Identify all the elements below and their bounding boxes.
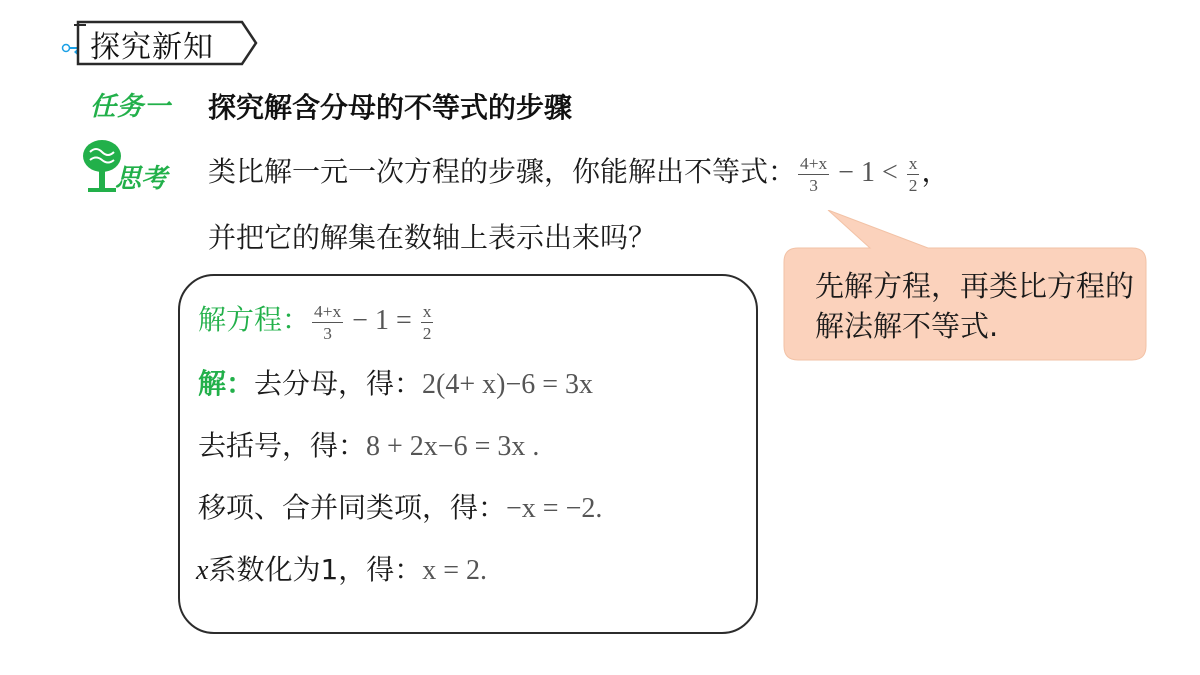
inequality bbox=[796, 153, 921, 196]
eq-rhs-numerator: x bbox=[421, 303, 434, 323]
step4-text: 系数化为1，得： bbox=[208, 553, 423, 586]
step2-text: 去括号，得： bbox=[198, 429, 367, 462]
solution-equation-line bbox=[198, 298, 435, 342]
hint-text: 先解方程，再类比方程的解法解不等式. bbox=[815, 269, 1135, 343]
step1-text: 去分母，得： bbox=[254, 367, 423, 400]
step2-math: 8 + 2x−6 = 3x . bbox=[366, 431, 540, 462]
solve-label: 解： bbox=[198, 367, 255, 400]
step4-variable: x bbox=[196, 555, 209, 586]
ineq-lhs-denominator: 3 bbox=[809, 176, 818, 196]
question-suffix: ， bbox=[921, 155, 950, 188]
step3-math: −x = −2. bbox=[506, 493, 603, 524]
think-label: 思考 bbox=[115, 164, 168, 194]
equation-label: 解方程： bbox=[198, 303, 311, 336]
task-title: 探究解含分母的不等式的步骤 bbox=[208, 91, 573, 124]
solution-step-3 bbox=[198, 486, 602, 526]
step1-math: 2(4+ x)−6 = 3x bbox=[422, 369, 594, 400]
ineq-lhs-numerator: 4+x bbox=[798, 155, 829, 175]
ineq-operator: − 1 < bbox=[838, 157, 898, 188]
ineq-rhs-denominator: 2 bbox=[908, 176, 918, 196]
solution-step-1 bbox=[198, 362, 593, 402]
eq-rhs-denominator: 2 bbox=[422, 324, 432, 344]
section-title: 探究新知 bbox=[90, 30, 214, 65]
solution-step-4 bbox=[196, 548, 487, 588]
equation bbox=[310, 301, 435, 344]
step4-math: x = 2. bbox=[422, 555, 488, 586]
question-prefix: 类比解一元一次方程的步骤，你能解出不等式： bbox=[208, 155, 797, 188]
solution-box bbox=[178, 274, 758, 634]
task-badge: 任务一 bbox=[90, 92, 172, 122]
solution-step-2 bbox=[198, 424, 539, 464]
eq-lhs-denominator: 3 bbox=[323, 324, 332, 344]
question-line-1 bbox=[208, 150, 949, 194]
ineq-rhs-numerator: x bbox=[907, 155, 920, 175]
question-line-2: 并把它的解集在数轴上表示出来吗？ bbox=[208, 221, 657, 254]
eq-operator: − 1 = bbox=[352, 305, 412, 336]
eq-lhs-numerator: 4+x bbox=[312, 303, 343, 323]
step3-text: 移项、合并同类项，得： bbox=[198, 491, 507, 524]
